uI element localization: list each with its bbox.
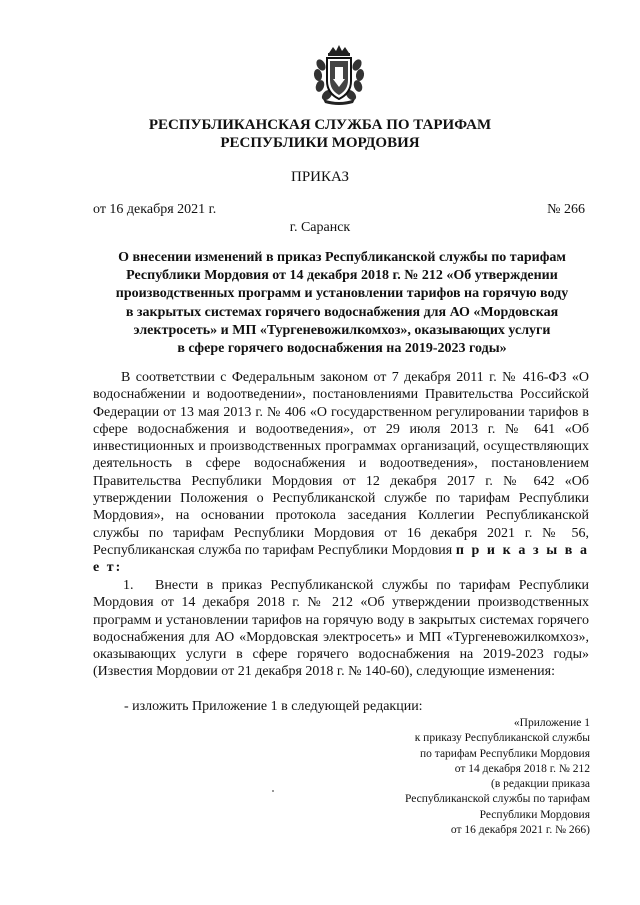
appendix-line: «Приложение 1 xyxy=(513,717,590,729)
orders-keyword: п р и к а з ы в а е т: xyxy=(93,542,590,576)
item-number: 1. xyxy=(123,578,134,593)
document-subject xyxy=(92,249,592,358)
subject-line: в сфере горячего водоснабжения на 2019-2023 годы» xyxy=(177,341,507,357)
coat-of-arms-icon xyxy=(311,43,367,105)
document-date: от 16 декабря 2021 г. xyxy=(93,202,217,217)
preamble-text: В соответствии с Федеральным законом от 7 декабря 2011 г. № 416-ФЗ «О водоснабжении и водоотведении», постановлениями Правительства Российской Федерации от 13 мая 2013 г. № 406 «О государственном регулировании тарифов в сфере водоснабжения и водоотведения», от 29 июля 2013 г. № 641 «Об инвестиционных и производственных программах организаций, осуществляющих деятельность в сфере водоснабжения и водоотведения», постановлением Правительства Республики Мордовия от 12 декабря 2017 г. № 642 «Об утверждении Положения о Республиканской службе по тарифам Республики Мордовия», на основании протокола заседания Коллегии Республиканской службы по тарифам Республики Мордовия от 16 декабря 2021 г. № 56, Республиканская служба по тарифам Республики Мордовия xyxy=(93,370,589,558)
preamble-paragraph xyxy=(93,369,589,577)
agency-name xyxy=(0,116,640,152)
bullet-line: - изложить Приложение 1 в следующей редакции: xyxy=(124,699,423,714)
item-1-paragraph xyxy=(93,577,589,681)
subject-line: электросеть» и МП «Тургеневожилкомхоз», оказывающих услуги xyxy=(133,322,551,338)
appendix-line: Республиканской службы по тарифам xyxy=(405,793,590,806)
document-type: ПРИКАЗ xyxy=(291,169,349,185)
appendix-line: от 16 декабря 2021 г. № 266) xyxy=(450,824,590,837)
document-number: № 266 xyxy=(547,202,585,217)
subject-line: производственных программ и установлении тарифов на горячую воду xyxy=(115,286,569,302)
appendix-line: (в редакции приказа xyxy=(491,778,590,791)
subject-line: в закрытых системах горячего водоснабжения для АО «Мордовская xyxy=(125,304,559,320)
appendix-line: по тарифам Республики Мордовия xyxy=(420,747,590,760)
appendix-line: от 14 декабря 2018 г. № 212 xyxy=(454,762,590,775)
appendix-reference xyxy=(405,716,590,838)
agency-name-line2: РЕСПУБЛИКИ МОРДОВИЯ xyxy=(220,135,420,151)
appendix-line: Республики Мордовия xyxy=(479,808,590,821)
scan-speck xyxy=(272,790,274,792)
item-1-text: Внести в приказ Республиканской службы по тарифам Республики Мордовия от 14 декабря 2018 г. № 212 «Об утверждении производственных программ и установлении тарифов на горячую воду в закрытых системах горячего водоснабжения для АО «Мордовская электросеть» и МП «Тургеневожилкомхоз», оказывающих услуги в сфере горячего водоснабжения на 2019-2023 годы» (Известия Мордовии от 21 декабря 2018 г. № 140-60), следующие изменения: xyxy=(93,578,589,680)
subject-line: Республики Мордовия от 14 декабря 2018 г. № 212 «Об утверждении xyxy=(126,268,558,284)
agency-name-line1: РЕСПУБЛИКАНСКАЯ СЛУЖБА ПО ТАРИФАМ xyxy=(148,117,492,133)
appendix-line: к приказу Республиканской службы xyxy=(414,732,590,745)
subject-line: О внесении изменений в приказ Республиканской службы по тарифам xyxy=(118,250,566,265)
document-city: г. Саранск xyxy=(289,220,351,235)
